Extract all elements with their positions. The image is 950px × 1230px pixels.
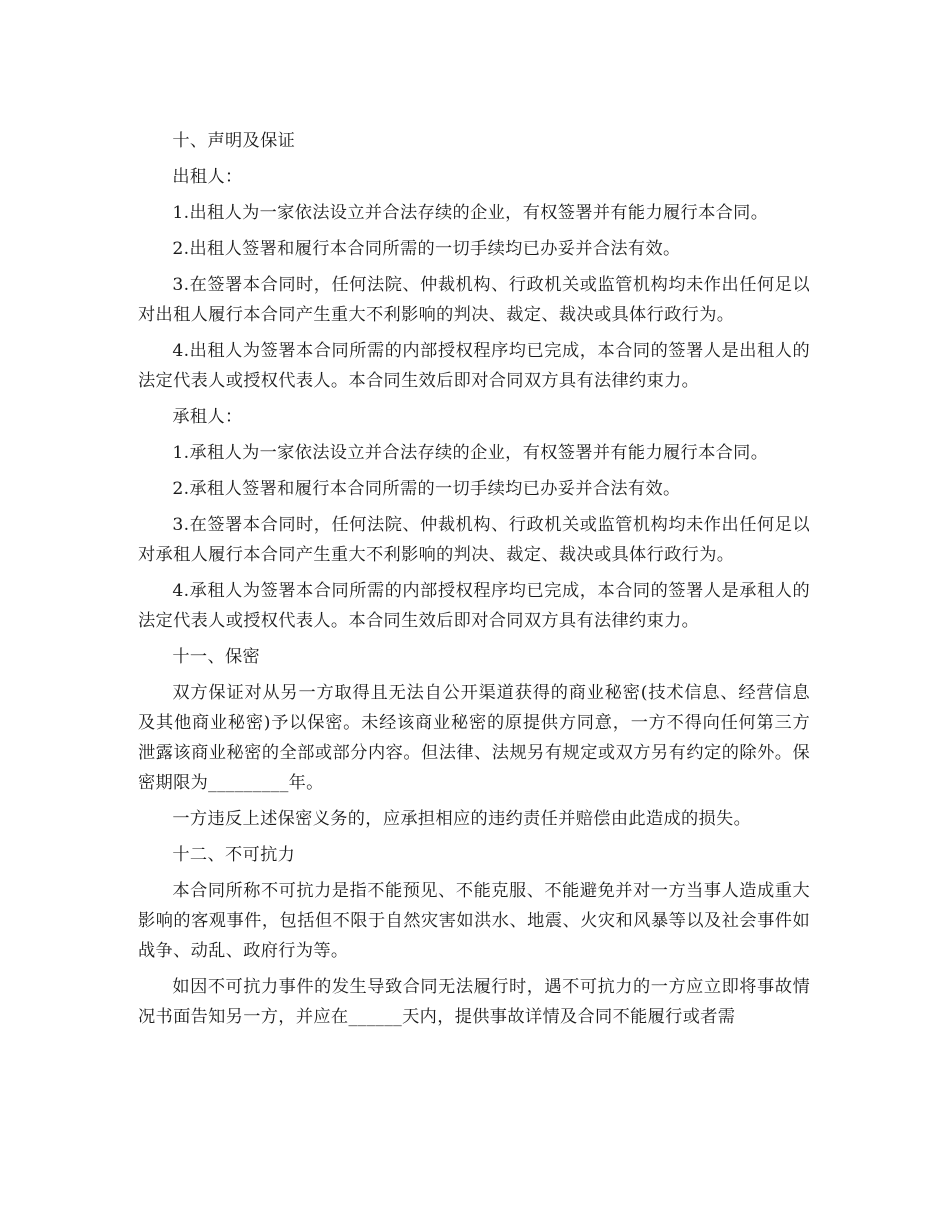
lessee-clause-2: 2.承租人签署和履行本合同所需的一切手续均已办妥并合法有效。	[172, 479, 681, 499]
lessee-label: 承租人：	[172, 407, 243, 427]
section-10-heading: 十、声明及保证	[172, 131, 296, 151]
confidentiality-clause-1: 双方保证对从另一方取得且无法自公开渠道获得的商业秘密(技术信息、经营信息及其他商业秘密)予以保密。未经该商业秘密的原提供方同意，一方不得向任何第三方泄露该商业秘密的全部或部分内容。但法律、法规另有规定或双方另有约定的除外。保密期限为_________年。	[138, 683, 810, 793]
section-11-heading: 十一、保密	[172, 647, 261, 667]
lessor-label: 出租人：	[172, 167, 243, 187]
lessor-clause-4: 4.出租人为签署本合同所需的内部授权程序均已完成，本合同的签署人是出租人的法定代表人或授权代表人。本合同生效后即对合同双方具有法律约束力。	[138, 341, 810, 391]
lessee-clause-1: 1.承租人为一家依法设立并合法存续的企业，有权签署并有能力履行本合同。	[172, 443, 769, 463]
force-majeure-clause-1: 本合同所称不可抗力是指不能预见、不能克服、不能避免并对一方当事人造成重大影响的客观事件，包括但不限于自然灾害如洪水、地震、火灾和风暴等以及社会事件如战争、动乱、政府行为等。	[138, 881, 810, 961]
section-12-heading: 十二、不可抗力	[172, 845, 296, 865]
lessor-clause-3: 3.在签署本合同时，任何法院、仲裁机构、行政机关或监管机构均未作出任何足以对出租人履行本合同产生重大不利影响的判决、裁定、裁决或具体行政行为。	[138, 275, 810, 325]
force-majeure-clause-2: 如因不可抗力事件的发生导致合同无法履行时，遇不可抗力的一方应立即将事故情况书面告知另一方，并应在______天内，提供事故详情及合同不能履行或者需	[138, 977, 810, 1027]
lessor-clause-1: 1.出租人为一家依法设立并合法存续的企业，有权签署并有能力履行本合同。	[172, 203, 769, 223]
lessee-clause-3: 3.在签署本合同时，任何法院、仲裁机构、行政机关或监管机构均未作出任何足以对承租人履行本合同产生重大不利影响的判决、裁定、裁决或具体行政行为。	[138, 515, 810, 565]
confidentiality-clause-2: 一方违反上述保密义务的，应承担相应的违约责任并赔偿由此造成的损失。	[172, 809, 752, 829]
lessee-clause-4: 4.承租人为签署本合同所需的内部授权程序均已完成，本合同的签署人是承租人的法定代表人或授权代表人。本合同生效后即对合同双方具有法律约束力。	[138, 581, 810, 631]
document-body	[138, 126, 810, 1038]
lessor-clause-2: 2.出租人签署和履行本合同所需的一切手续均已办妥并合法有效。	[172, 239, 681, 259]
